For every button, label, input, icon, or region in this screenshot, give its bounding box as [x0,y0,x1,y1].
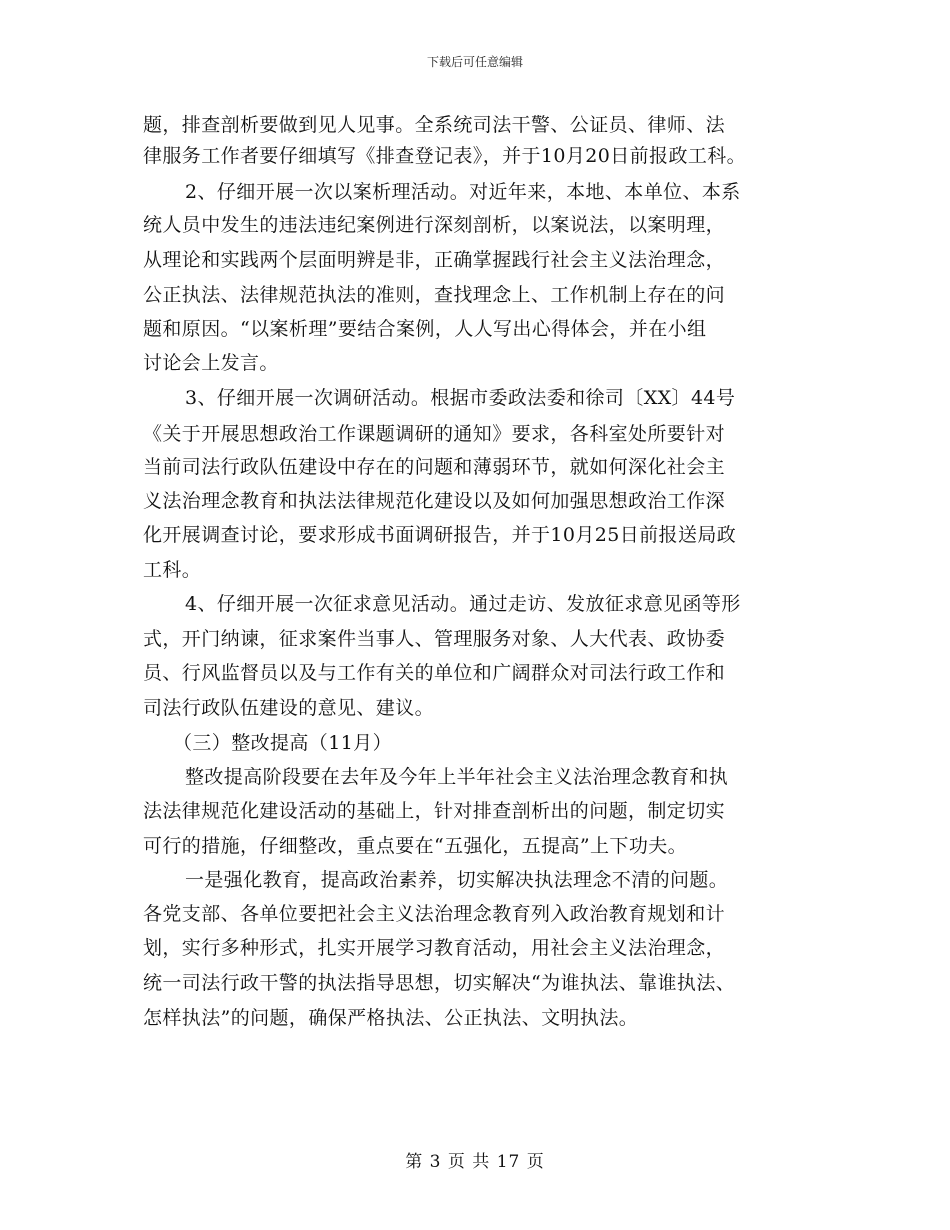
text-line: 怎样执法”的问题，确保严格执法、公正执法、文明执法。 [143,1007,639,1029]
text-line: 讨论会上发言。 [143,352,279,374]
text-line: 司法行政队伍建设的意见、建议。 [143,697,435,719]
page-header: 下载后可任意编辑 [426,55,523,69]
section-heading: （三）整改提高（11月） [173,732,392,754]
text-line: 式，开门纳谏，征求案件当事人、管理服务对象、人大代表、政协委 [143,628,726,650]
text-line: 题和原因。“以案析理”要结合案例，人人写出心得体会，并在小组 [143,318,707,340]
text-line: 各党支部、各单位要把社会主义法治理念教育列入政治教育规划和计 [143,903,726,925]
text-line: 律服务工作者要仔细填写《排查登记表》，并于10月20日前报政工科。 [143,145,747,167]
text-line: 整改提高阶段要在去年及今年上半年社会主义法治理念教育和执 [185,766,729,788]
text-line: 从理论和实践两个层面明辨是非，正确掌握践行社会主义法治理念， [143,249,726,271]
text-line: 统人员中发生的违法违纪案例进行深刻剖析，以案说法，以案明理， [143,214,726,236]
text-line: 可行的措施，仔细整改，重点要在“五强化，五提高”上下功夫。 [143,835,688,857]
text-line: 划，实行多种形式，扎实开展学习教育活动，用社会主义法治理念， [143,937,726,959]
text-line: 义法治理念教育和执法法律规范化建设以及如何加强思想政治工作深 [143,490,726,512]
page-number: 第 3 页 共 17 页 [405,1152,545,1172]
text-line: 2、仔细开展一次以案析理活动。对近年来，本地、本单位、本系 [185,181,741,203]
text-line: 4、仔细开展一次征求意见活动。通过走访、发放征求意见函等形 [185,593,741,615]
text-line: 公正执法、法律规范执法的准则，查找理念上、工作机制上存在的问 [143,284,726,306]
text-line: 《关于开展思想政治工作课题调研的通知》要求，各科室处所要针对 [143,423,726,445]
text-line: 题，排查剖析要做到见人见事。全系统司法干警、公证员、律师、法 [143,114,726,136]
text-line: 工科。 [143,559,202,581]
text-line: 法法律规范化建设活动的基础上，针对排查剖析出的问题，制定切实 [143,800,726,822]
text-line: 员、行风监督员以及与工作有关的单位和广阔群众对司法行政工作和 [143,662,726,684]
text-line: 统一司法行政干警的执法指导思想，切实解决“为谁执法、靠谁执法、 [143,972,736,994]
text-line: 化开展调查讨论，要求形成书面调研报告，并于10月25日前报送局政 [143,524,737,546]
text-line: 3、仔细开展一次调研活动。根据市委政法委和徐司〔XX〕44号 [185,387,736,409]
text-line: 一是强化教育，提高政治素养，切实解决执法理念不清的问题。 [185,869,729,891]
text-line: 当前司法行政队伍建设中存在的问题和薄弱环节，就如何深化社会主 [143,456,726,478]
